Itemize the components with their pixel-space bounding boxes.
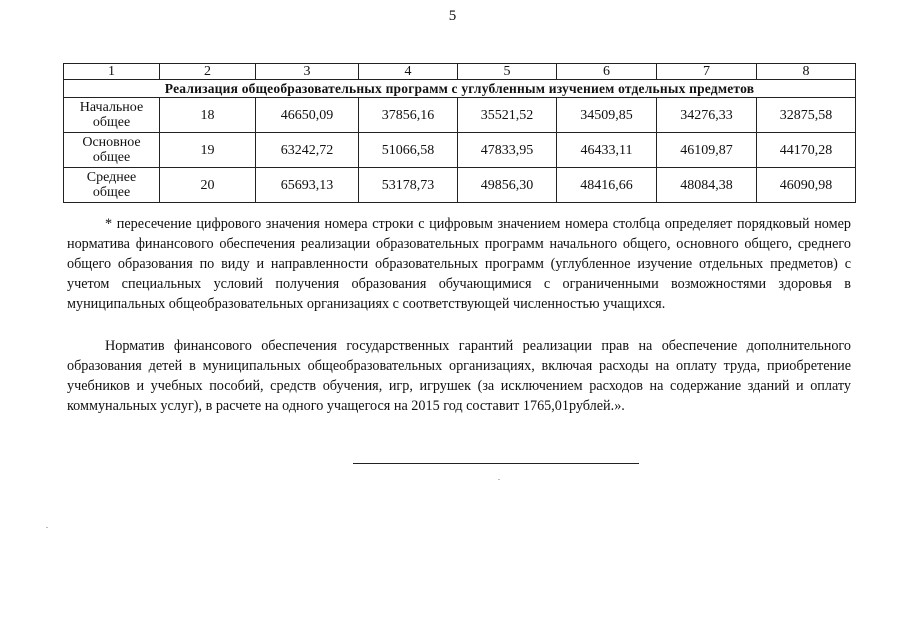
section-title-row bbox=[64, 80, 856, 98]
norm-value: 35521,52 bbox=[458, 98, 557, 133]
column-number-row bbox=[64, 64, 856, 80]
education-level-line: общее bbox=[92, 115, 131, 130]
norm-value: 46090,98 bbox=[757, 168, 856, 203]
education-level-line: Среднее bbox=[86, 170, 137, 185]
page-number: 5 bbox=[448, 8, 457, 24]
norm-value: 47833,95 bbox=[458, 133, 557, 168]
norm-value: 34276,33 bbox=[657, 98, 757, 133]
education-level-line: общее bbox=[92, 185, 131, 200]
table-row bbox=[64, 168, 856, 203]
norms-table bbox=[63, 63, 856, 203]
norm-value: 34509,85 bbox=[557, 98, 657, 133]
norm-value: 53178,73 bbox=[359, 168, 458, 203]
column-number: 6 bbox=[557, 64, 657, 80]
norm-value: 49856,30 bbox=[458, 168, 557, 203]
column-number: 1 bbox=[64, 64, 160, 80]
column-number: 7 bbox=[657, 64, 757, 80]
scan-speck bbox=[46, 527, 48, 528]
norm-value: 63242,72 bbox=[256, 133, 359, 168]
education-level-line: общее bbox=[92, 150, 131, 165]
education-level-cell bbox=[64, 168, 160, 203]
footnote-paragraph: * пересечение цифрового значения номера строки с цифровым значением номера столбца определяет порядковый номер норматива финансового обеспечения реализации образовательных программ начального общего, основного общего, среднего общего образования по виду и направленности образовательных программ (углубленное изучение отдельных предметов) с учетом специальных условий получения образования обучающимися с ограниченными возможностями здоровья в муниципальных общеобразовательных организациях с соответствующей численностью учащихся. bbox=[67, 216, 851, 312]
education-level-line: Основное bbox=[82, 135, 141, 150]
norm-value: 51066,58 bbox=[359, 133, 458, 168]
norm-value: 46433,11 bbox=[557, 133, 657, 168]
norm-value: 44170,28 bbox=[757, 133, 856, 168]
column-number: 2 bbox=[160, 64, 256, 80]
norm-value: 48084,38 bbox=[657, 168, 757, 203]
column-number: 4 bbox=[359, 64, 458, 80]
end-separator-line bbox=[353, 463, 639, 464]
column-number: 5 bbox=[458, 64, 557, 80]
column-number: 8 bbox=[757, 64, 856, 80]
education-level-cell bbox=[64, 98, 160, 133]
row-code: 20 bbox=[160, 168, 256, 203]
norm-value: 65693,13 bbox=[256, 168, 359, 203]
norm-value: 48416,66 bbox=[557, 168, 657, 203]
norm-value: 46109,87 bbox=[657, 133, 757, 168]
norm-value: 32875,58 bbox=[757, 98, 856, 133]
education-level-line: Начальное bbox=[79, 100, 144, 115]
scan-speck bbox=[498, 479, 500, 480]
row-code: 18 bbox=[160, 98, 256, 133]
norm-value: 37856,16 bbox=[359, 98, 458, 133]
norm-paragraph: Норматив финансового обеспечения государственных гарантий реализации прав на обеспечение дополнительного образования детей в муниципальных общеобразовательных организациях, включая расходы на оплату труда, приобретение учебников и учебных пособий, средств обучения, игр, игрушек (за исключением расходов на содержание зданий и оплату коммунальных услуг), в расчете на одного учащегося на 2015 год составит 1765,01рублей.». bbox=[67, 338, 851, 414]
norm-value: 46650,09 bbox=[256, 98, 359, 133]
table-row bbox=[64, 98, 856, 133]
section-title: Реализация общеобразовательных программ с углубленным изучением отдельных предметов bbox=[64, 80, 856, 98]
row-code: 19 bbox=[160, 133, 256, 168]
table-row bbox=[64, 133, 856, 168]
education-level-cell bbox=[64, 133, 160, 168]
column-number: 3 bbox=[256, 64, 359, 80]
